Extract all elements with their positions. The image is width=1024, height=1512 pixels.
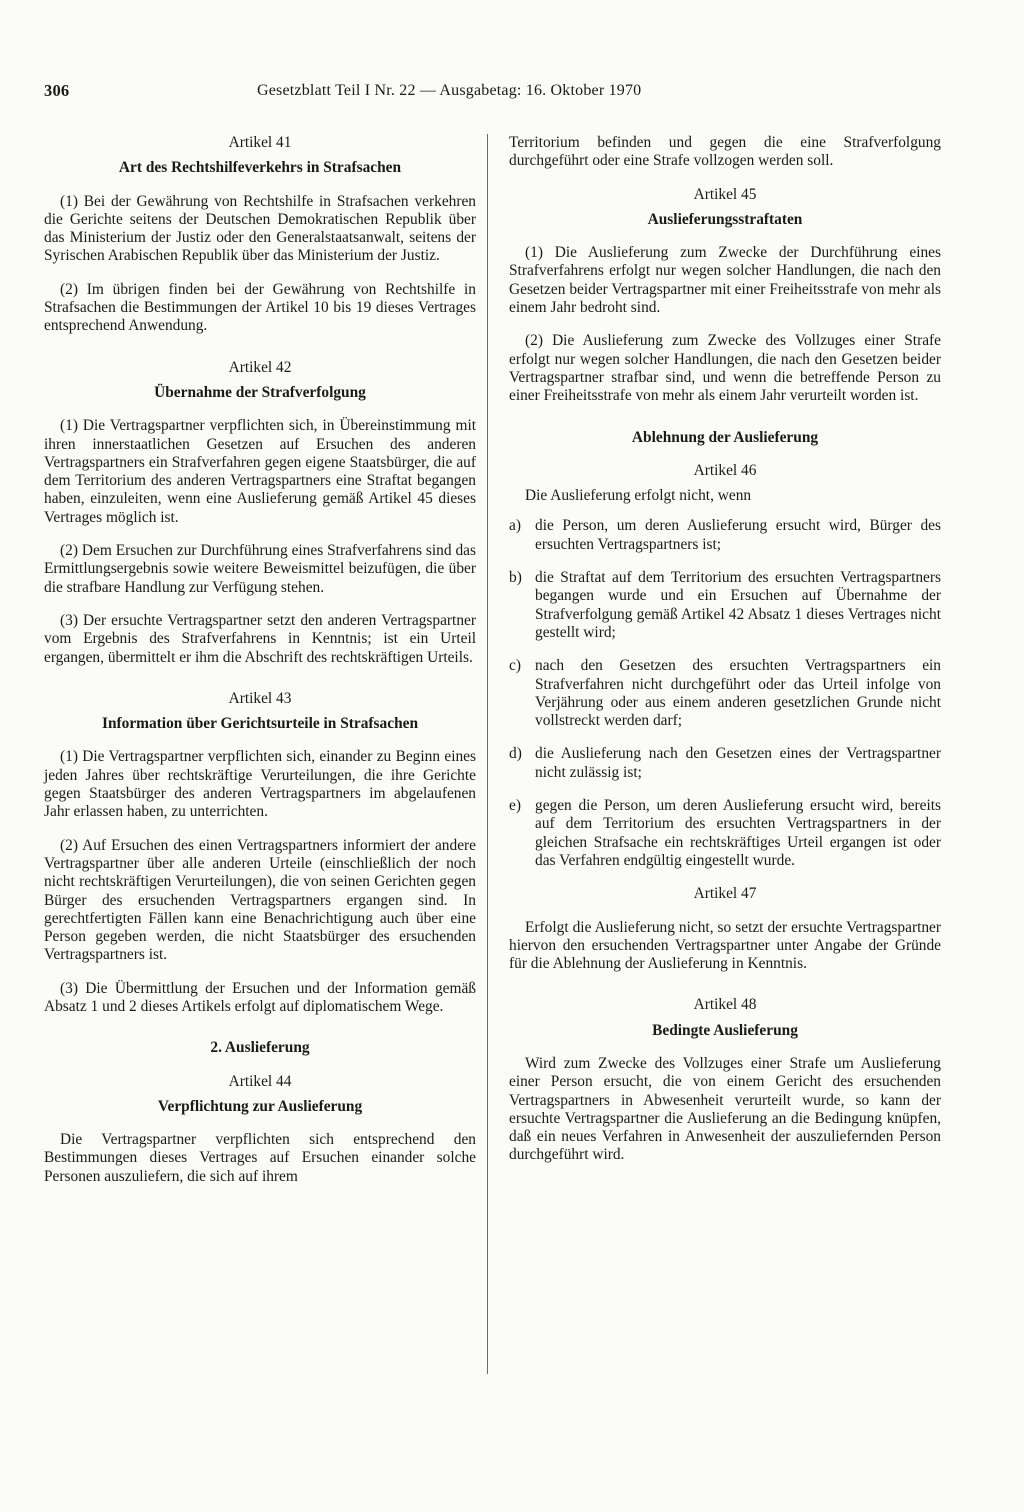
- list-item-label: c): [509, 657, 521, 675]
- left-column: [44, 134, 476, 1201]
- header-title: Gesetzblatt Teil I Nr. 22 — Ausgabetag: 16. Oktober 1970: [257, 82, 642, 99]
- article-43-title: Information über Gerichtsurteile in Strafsachen: [101, 715, 419, 733]
- column-divider: [487, 134, 488, 1374]
- list-item-text: gegen die Person, um deren Auslieferung ersucht wird, bereits auf dem Territorium des ersuchten Vertragspartners in der gleichen Strafsache ein rechtskräftiges Urteil ergangen ist oder das Verfahren endgültig eingestellt wurde.: [535, 797, 941, 869]
- list-item-label: e): [509, 797, 521, 815]
- article-44-title: Verpflichtung zur Auslieferung: [157, 1097, 363, 1115]
- section-2-heading: 2. Auslieferung: [210, 1039, 310, 1057]
- list-item: [509, 569, 941, 642]
- article-48-title: Bedingte Auslieferung: [652, 1021, 798, 1039]
- list-item-text: die Auslieferung nach den Gesetzen eines der Vertragspartner nicht zulässig ist;: [535, 745, 941, 781]
- article-44-para-1: Die Vertragspartner verpflichten sich entsprechend den Bestimmungen dieses Vertrages auf Ersuchen einander solche Personen auszuliefern, die sich auf ihrem: [44, 1131, 476, 1185]
- article-47-para-1: Erfolgt die Auslieferung nicht, so setzt der ersuchte Vertragspartner hiervon den ersuchenden Vertragspartner unter Angabe der Gründe für die Ablehnung der Auslieferung in Kenntnis.: [509, 918, 941, 973]
- article-44-label: Artikel 44: [228, 1072, 292, 1090]
- article-43-para-2: (2) Auf Ersuchen des einen Vertragspartners informiert der andere Vertragspartner über alle anderen Urteile (einschließlich der noch nicht rechtskräftigen Verurteilungen), die von seinen Gerichten gegen Bürger des ersuchenden Vertragspartners ergangen sind. In gerechtfertigten Fällen kann eine Benachrichtigung auch über eine Person gegeben werden, die nicht Staatsbürger des ersuchenden Vertragspartners ist.: [44, 836, 476, 964]
- article-45-para-1: (1) Die Auslieferung zum Zwecke der Durchführung eines Strafverfahrens erfolgt nur wegen solcher Handlungen, die nach den Gesetzen beider Vertragspartner mit einer Freiheitsstrafe von mehr als einem Jahr bedroht sind.: [509, 244, 941, 317]
- article-41-title: Art des Rechtshilfeverkehrs in Strafsachen: [118, 159, 402, 177]
- article-48-para-1: Wird zum Zwecke des Vollzuges einer Strafe um Auslieferung einer Person ersucht, die von einem Gericht des ersuchenden Vertragspartners in Abwesenheit verurteilt wurde, so kann der ersuchte Vertragspartner die Auslieferung an die Bedingung knüpfen, daß ein neues Verfahren in Anwesenheit der auszuliefernden Person durchgeführt wird.: [509, 1054, 941, 1164]
- article-45-label: Artikel 45: [693, 185, 757, 203]
- list-item-text: die Person, um deren Auslieferung ersucht wird, Bürger des ersuchten Vertragspartners ist;: [535, 517, 941, 553]
- page-number: 306: [44, 81, 70, 100]
- article-47-label: Artikel 47: [693, 885, 757, 903]
- article-41-para-1: (1) Bei der Gewährung von Rechtshilfe in Strafsachen verkehren die Gerichte seitens der Deutschen Demokratischen Republik über das Ministerium der Justiz oder den Generalstaatsanwalt, seitens der Syrischen Arabischen Republik über das Ministerium der Justiz.: [44, 192, 476, 265]
- list-item: [509, 657, 941, 730]
- list-item-label: b): [509, 569, 522, 587]
- article-41-label: Artikel 41: [228, 134, 292, 151]
- article-43-para-1: (1) Die Vertragspartner verpflichten sich, einander zu Beginn eines jeden Jahres über rechtskräftige Verurteilungen, die ihre Gerichte gegen Staatsbürger des anderen Vertragspartners im abgelaufenen Jahr erlassen haben, zu unterrichten.: [44, 748, 476, 821]
- right-column: [509, 134, 941, 1180]
- article-42-para-1: (1) Die Vertragspartner verpflichten sich, in Übereinstimmung mit ihren innerstaatlichen Gesetzen auf Ersuchen des anderen Vertragspartners ein Strafverfahren gegen eigene Staatsbürger, die auf dem Territorium des anderen Vertragspartners eine Straftat begangen haben, einzuleiten, wenn eine Auslieferung gemäß Artikel 45 dieses Vertrages möglich ist.: [44, 417, 476, 526]
- article-45-title: Auslieferungsstraftaten: [647, 210, 803, 228]
- article-42-para-2: (2) Dem Ersuchen zur Durchführung eines Strafverfahrens sind das Ermittlungsergebnis sowie weitere Beweismittel beizufügen, die über die strafbare Handlung zur Verfügung stehen.: [44, 542, 476, 596]
- list-item-label: a): [509, 517, 521, 535]
- article-43-label: Artikel 43: [228, 689, 292, 707]
- list-item: [509, 745, 941, 782]
- article-44-continuation: Territorium befinden und gegen die eine Strafverfolgung durchgeführt oder eine Strafe vollzogen werden soll.: [509, 134, 941, 170]
- page-header: [44, 82, 944, 106]
- article-41-para-2: (2) Im übrigen finden bei der Gewährung von Rechtshilfe in Strafsachen die Bestimmungen der Artikel 10 bis 19 dieses Vertrages entsprechend Anwendung.: [44, 280, 476, 335]
- list-item: [509, 517, 941, 554]
- article-45-para-2: (2) Die Auslieferung zum Zwecke des Vollzuges einer Strafe erfolgt nur wegen solcher Handlungen, die nach den Gesetzen beider Vertragspartner strafbar sind, und wenn die betreffende Person zu einer Freiheitsstrafe von mehr als einem Jahr verurteilt worden ist.: [509, 332, 941, 405]
- list-item-text: nach den Gesetzen des ersuchten Vertragspartners ein Strafverfahren nicht durchgeführt oder das Urteil infolge von Verjährung oder aus einem anderen gesetzlichen Grunde nicht vollstreckt werden darf;: [535, 657, 941, 730]
- article-46-title: Ablehnung der Auslieferung: [631, 428, 819, 446]
- article-42-title: Übernahme der Strafverfolgung: [154, 383, 366, 401]
- list-item: [509, 797, 941, 870]
- article-42-para-3: (3) Der ersuchte Vertragspartner setzt den anderen Vertragspartner vom Ergebnis des Strafverfahrens in Kenntnis; ist ein Urteil ergangen, übermittelt er ihm die Abschrift des rechtskräftigen Urteils.: [44, 611, 476, 666]
- article-46-lead: Die Auslieferung erfolgt nicht, wenn: [525, 487, 752, 505]
- list-item-text: die Straftat auf dem Territorium des ersuchten Vertragspartners begangen wurde und ein Ersuchen auf Übernahme der Strafverfolgung gemäß Artikel 42 Absatz 1 dieses Vertrages nicht gestellt wird;: [535, 569, 941, 641]
- article-46-list: [509, 517, 941, 870]
- article-46-label: Artikel 46: [693, 461, 757, 479]
- list-item-label: d): [509, 745, 522, 763]
- article-42-label: Artikel 42: [228, 358, 292, 376]
- article-48-label: Artikel 48: [693, 996, 757, 1014]
- article-43-para-3: (3) Die Übermittlung der Ersuchen und der Information gemäß Absatz 1 und 2 dieses Artikels erfolgt auf diplomatischem Wege.: [44, 979, 476, 1015]
